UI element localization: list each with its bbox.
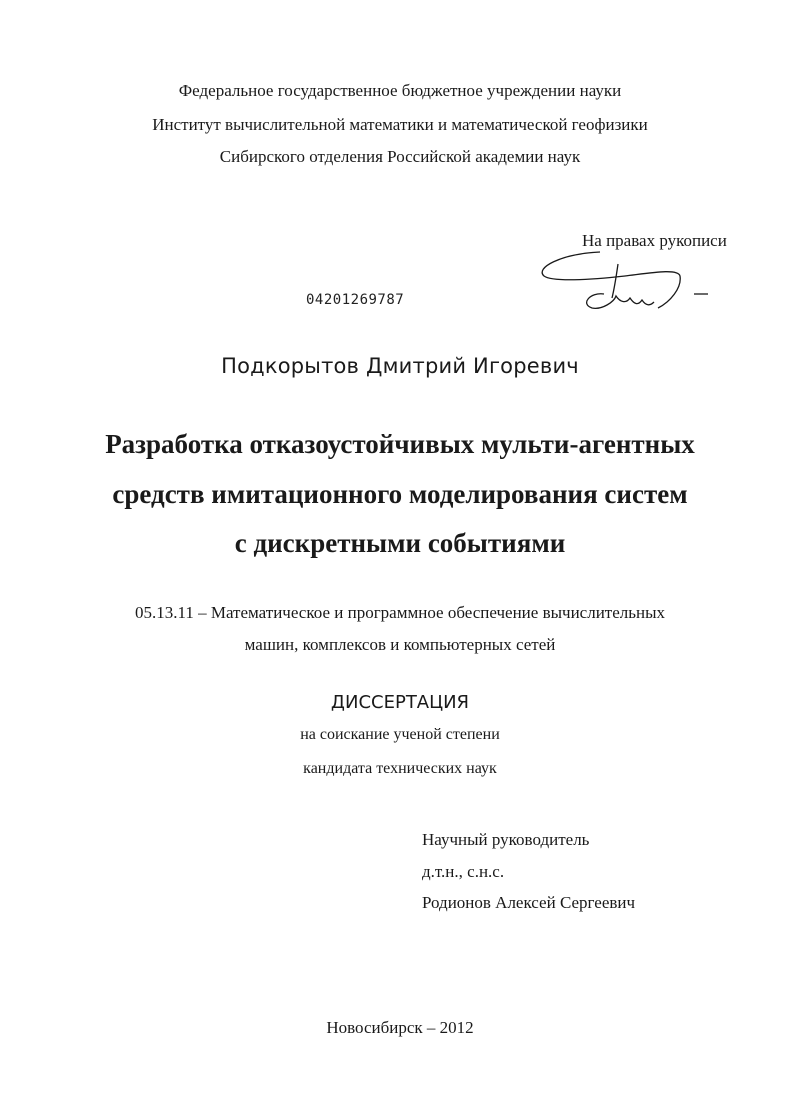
specialty-line-1: 05.13.11 – Математическое и программное обеспечение вычислительных bbox=[134, 603, 666, 622]
degree-line-2: кандидата технических наук bbox=[303, 760, 497, 777]
degree-line-1: на соискание ученой степени bbox=[300, 726, 500, 743]
specialty-line-2: машин, комплексов и компьютерных сетей bbox=[244, 635, 556, 654]
signature bbox=[530, 246, 715, 321]
title-line-1: Разработка отказоустойчивых мульти-агентных bbox=[105, 429, 695, 459]
institution-line-3: Сибирского отделения Российской академии наук bbox=[219, 147, 581, 166]
document-type: ДИССЕРТАЦИЯ bbox=[330, 692, 470, 713]
title-line-2: средств имитационного моделирования систем bbox=[112, 479, 688, 509]
author-name: Подкорытов Дмитрий Игоревич bbox=[221, 354, 579, 378]
supervisor-label: Научный руководитель bbox=[422, 830, 590, 849]
rights-note: На правах рукописи bbox=[582, 231, 727, 250]
institution-line-1: Федеральное государственное бюджетное учреждении науки bbox=[178, 81, 622, 100]
supervisor-credentials: д.т.н., с.н.с. bbox=[422, 862, 505, 881]
title-line-3: с дискретными событиями bbox=[234, 528, 566, 558]
registration-number: 04201269787 bbox=[306, 292, 405, 308]
city-year: Новосибирск – 2012 bbox=[326, 1018, 474, 1037]
supervisor-name: Родионов Алексей Сергеевич bbox=[422, 893, 636, 912]
institution-line-2: Институт вычислительной математики и математической геофизики bbox=[152, 115, 648, 134]
